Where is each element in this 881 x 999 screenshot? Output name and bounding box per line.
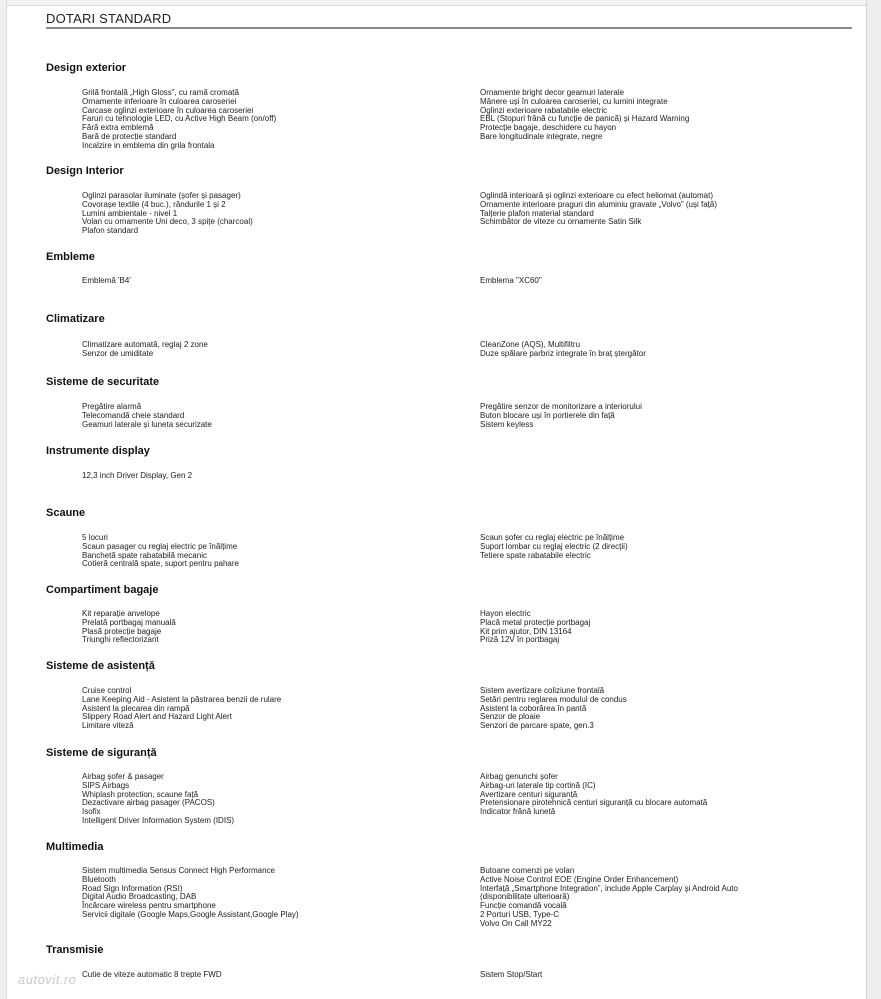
equipment-item: Faruri cu tehnologie LED, cu Active High Beam (on/off) bbox=[82, 114, 277, 124]
section-title: Embleme bbox=[46, 251, 95, 263]
equipment-item: Cotieră centrală spate, suport pentru pahare bbox=[82, 559, 239, 569]
equipment-item: Volan cu ornamente Uni deco, 3 spițe (charcoal) bbox=[82, 217, 253, 227]
equipment-item: Ornamente interioare praguri din aluminiu gravate „Volvo” (uși față) bbox=[480, 199, 718, 209]
section-title: Sisteme de securitate bbox=[46, 376, 160, 388]
equipment-list-right bbox=[480, 403, 642, 429]
equipment-item: Sistem keyless bbox=[480, 419, 534, 429]
equipment-item: Pretensionare pirotehnică centuri siguranță cu blocare automată bbox=[480, 798, 708, 808]
equipment-list-left bbox=[82, 277, 131, 286]
equipment-item: Avertizare centuri siguranță bbox=[480, 789, 578, 799]
equipment-list-right bbox=[480, 341, 646, 359]
equipment-item: CleanZone (AQS), Multifiltru bbox=[480, 340, 581, 349]
equipment-list-right bbox=[480, 277, 542, 286]
equipment-item: Sistem avertizare coliziune frontală bbox=[480, 686, 605, 695]
equipment-item: Încărcare wireless pentru smartphone bbox=[82, 901, 216, 911]
equipment-list-right bbox=[480, 89, 689, 142]
equipment-item: EBL (Stopuri frână cu funcție de panică) și Hazard Warning bbox=[480, 114, 690, 124]
equipment-item: Digital Audio Broadcasting, DAB bbox=[82, 892, 197, 902]
equipment-item: Climatizare automată, reglaj 2 zone bbox=[82, 340, 208, 349]
equipment-item: (disponibilitate ulterioară) bbox=[480, 892, 570, 902]
equipment-list-right bbox=[480, 687, 627, 731]
equipment-item: Road Sign Information (RSI) bbox=[82, 883, 183, 893]
equipment-list-left bbox=[82, 341, 208, 359]
section-title: Instrumente display bbox=[46, 445, 150, 457]
equipment-item: Emblema "XC60" bbox=[480, 276, 542, 285]
equipment-item: Geamuri laterale și luneta securizate bbox=[82, 419, 212, 429]
equipment-item: Buton blocare uși în portierele din față bbox=[480, 410, 615, 420]
equipment-item: Bluetooth bbox=[82, 874, 116, 884]
equipment-item: SIPS Airbags bbox=[82, 780, 130, 790]
equipment-list-left bbox=[82, 534, 239, 569]
equipment-item: Volvo On Call MY22 bbox=[480, 918, 552, 928]
equipment-item: Servicii digitale (Google Maps,Google Assistant,Google Play) bbox=[82, 909, 299, 919]
title-divider bbox=[46, 27, 852, 29]
equipment-item: Interfață „Smartphone Integration”, include Apple Carplay și Android Auto bbox=[480, 883, 738, 893]
equipment-item: Senzor de umiditate bbox=[82, 348, 154, 358]
equipment-item: Taițerie plafon material standard bbox=[480, 208, 594, 218]
equipment-item: Telecomandă cheie standard bbox=[82, 410, 185, 420]
equipment-item: Bare longitudinale integrate, negre bbox=[480, 131, 603, 141]
equipment-item: Tetiere spate rabatabile electric bbox=[480, 550, 591, 560]
equipment-item: 12,3 inch Driver Display, Gen 2 bbox=[82, 471, 193, 480]
section-title: Sisteme de asistență bbox=[46, 660, 155, 672]
equipment-item: Oglinzi exterioare rabatabile electric bbox=[480, 105, 608, 115]
equipment-item: Whiplash protection, scaune față bbox=[82, 789, 199, 799]
equipment-list-right bbox=[480, 773, 707, 817]
section-title: Transmisie bbox=[46, 944, 104, 956]
section-title: Design exterior bbox=[46, 62, 127, 74]
equipment-item: Triunghi reflectorizant bbox=[82, 635, 159, 645]
viewer-left-edge bbox=[0, 0, 7, 999]
equipment-item: Cruise control bbox=[82, 686, 132, 695]
viewer-top-edge bbox=[0, 0, 881, 6]
section-title: Scaune bbox=[46, 507, 86, 519]
page-title: DOTARI STANDARD bbox=[46, 11, 172, 26]
equipment-item: Intelligent Driver Information System (IDIS) bbox=[82, 815, 235, 825]
equipment-item: Scaun pasager cu reglaj electric pe înălțime bbox=[82, 541, 238, 551]
equipment-list-right bbox=[480, 534, 628, 560]
equipment-item: Funcție comandă vocală bbox=[480, 901, 567, 911]
equipment-item: Ornamente bright decor geamuri laterale bbox=[480, 88, 625, 97]
equipment-list-left bbox=[82, 403, 212, 429]
equipment-item: Banchetă spate rabatabilă mecanic bbox=[82, 550, 207, 560]
equipment-list-left bbox=[82, 971, 222, 980]
equipment-item: Grilă frontală „High Gloss”, cu ramă cromată bbox=[82, 88, 239, 97]
equipment-list-right bbox=[480, 867, 738, 929]
equipment-item: Butoane comenzi pe volan bbox=[480, 866, 575, 875]
equipment-item: Fără extra emblemă bbox=[82, 123, 154, 133]
equipment-item: Emblemă 'B4' bbox=[82, 276, 131, 285]
equipment-item: Airbag genunchi șofer bbox=[480, 772, 558, 781]
section-title: Compartiment bagaje bbox=[46, 584, 159, 596]
equipment-item: Pregătire senzor de monitorizare a interiorului bbox=[480, 402, 642, 411]
equipment-item: Priză 12V în portbagaj bbox=[480, 635, 560, 645]
equipment-item: Senzori de parcare spate, gen.3 bbox=[480, 721, 594, 731]
equipment-item: Oglinzi parasolar iluminate (șofer și pasager) bbox=[82, 191, 241, 200]
equipment-item: Kit reparație anvelope bbox=[82, 609, 160, 618]
equipment-item: Protecție bagaje, deschidere cu hayon bbox=[480, 123, 617, 133]
equipment-item: Suport lombar cu reglaj electric (2 direcții) bbox=[480, 541, 628, 551]
section-title: Climatizare bbox=[46, 313, 105, 325]
equipment-list-left bbox=[82, 472, 192, 481]
equipment-list-left bbox=[82, 89, 276, 151]
equipment-item: Senzor de ploaie bbox=[480, 712, 541, 722]
equipment-item: Dezactivare airbag pasager (PACOS) bbox=[82, 798, 215, 808]
equipment-item: Lane Keeping Aid - Asistent la păstrarea benzii de rulare bbox=[82, 694, 282, 704]
equipment-item: Isofix bbox=[82, 807, 101, 817]
equipment-item: Oglindă interioară și oglinzi exterioare cu efect heliomat (automat) bbox=[480, 191, 714, 200]
equipment-item: Lumini ambientale - nivel 1 bbox=[82, 208, 178, 218]
equipment-item: Bară de protecție standard bbox=[82, 131, 177, 141]
equipment-item: Prelată portbagaj manuală bbox=[82, 617, 176, 627]
equipment-item: Setări pentru reglarea modulul de condus bbox=[480, 694, 627, 704]
equipment-item: Asistent la coborârea în pantă bbox=[480, 703, 587, 713]
equipment-list-left bbox=[82, 867, 299, 920]
equipment-item: Plafon standard bbox=[82, 226, 139, 236]
equipment-item: Sistem Stop/Start bbox=[480, 970, 543, 979]
equipment-item: Incalzire in emblema din grila frontala bbox=[82, 140, 215, 150]
equipment-item: Pregătire alarmă bbox=[82, 402, 142, 411]
equipment-item: 2 Porturi USB, Type-C bbox=[480, 909, 559, 919]
section-title: Multimedia bbox=[46, 841, 104, 853]
equipment-item: Scaun șofer cu reglaj electric pe înălțime bbox=[480, 533, 625, 542]
equipment-item: Kit prim ajutor, DIN 13164 bbox=[480, 626, 572, 636]
equipment-list-left bbox=[82, 610, 176, 645]
equipment-item: Duze spălare parbriz integrate în braț ștergător bbox=[480, 348, 646, 358]
viewer-scrollbar[interactable] bbox=[866, 0, 881, 999]
equipment-list-left bbox=[82, 773, 234, 826]
equipment-list-left bbox=[82, 192, 253, 236]
equipment-item: Carcase oglinzi exterioare în culoarea caroseriei bbox=[82, 105, 254, 115]
equipment-item: Covorașe textile (4 buc.), rândurile 1 și 2 bbox=[82, 199, 226, 209]
equipment-item: Cutie de viteze automatic 8 trepte FWD bbox=[82, 970, 222, 979]
equipment-list-right bbox=[480, 971, 542, 980]
equipment-item: Airbag-uri laterale tip cortină (IC) bbox=[480, 780, 596, 790]
equipment-item: Schimbător de viteze cu ornamente Satin Silk bbox=[480, 217, 642, 227]
equipment-list-right bbox=[480, 192, 717, 227]
equipment-item: Mânere uși în culoarea caroseriei, cu lumini integrate bbox=[480, 96, 668, 106]
watermark: autovit.ro bbox=[18, 972, 77, 987]
equipment-list-right bbox=[480, 610, 590, 645]
equipment-item: Slippery Road Alert and Hazard Light Alert bbox=[82, 712, 232, 722]
equipment-item: Hayon electric bbox=[480, 609, 531, 618]
equipment-item: Asistent la plecarea din rampă bbox=[82, 703, 190, 713]
equipment-item: Ornamente inferioare în culoarea caroseriei bbox=[82, 96, 237, 106]
section-title: Design Interior bbox=[46, 165, 124, 177]
equipment-item: Indicator frână lunetă bbox=[480, 807, 556, 817]
equipment-item: Sistem multimedia Sensus Connect High Performance bbox=[82, 866, 275, 875]
equipment-item: Plasă protecție bagaje bbox=[82, 626, 162, 636]
equipment-item: Airbag șofer & pasager bbox=[82, 772, 164, 781]
equipment-item: Placă metal protecție portbagaj bbox=[480, 617, 591, 627]
equipment-list-left bbox=[82, 687, 281, 731]
section-title: Sisteme de siguranță bbox=[46, 747, 157, 759]
equipment-item: 5 locuri bbox=[82, 533, 108, 542]
equipment-item: Limitare viteză bbox=[82, 721, 134, 731]
equipment-item: Active Noise Control EOE (Engine Order Enhancement) bbox=[480, 874, 679, 884]
